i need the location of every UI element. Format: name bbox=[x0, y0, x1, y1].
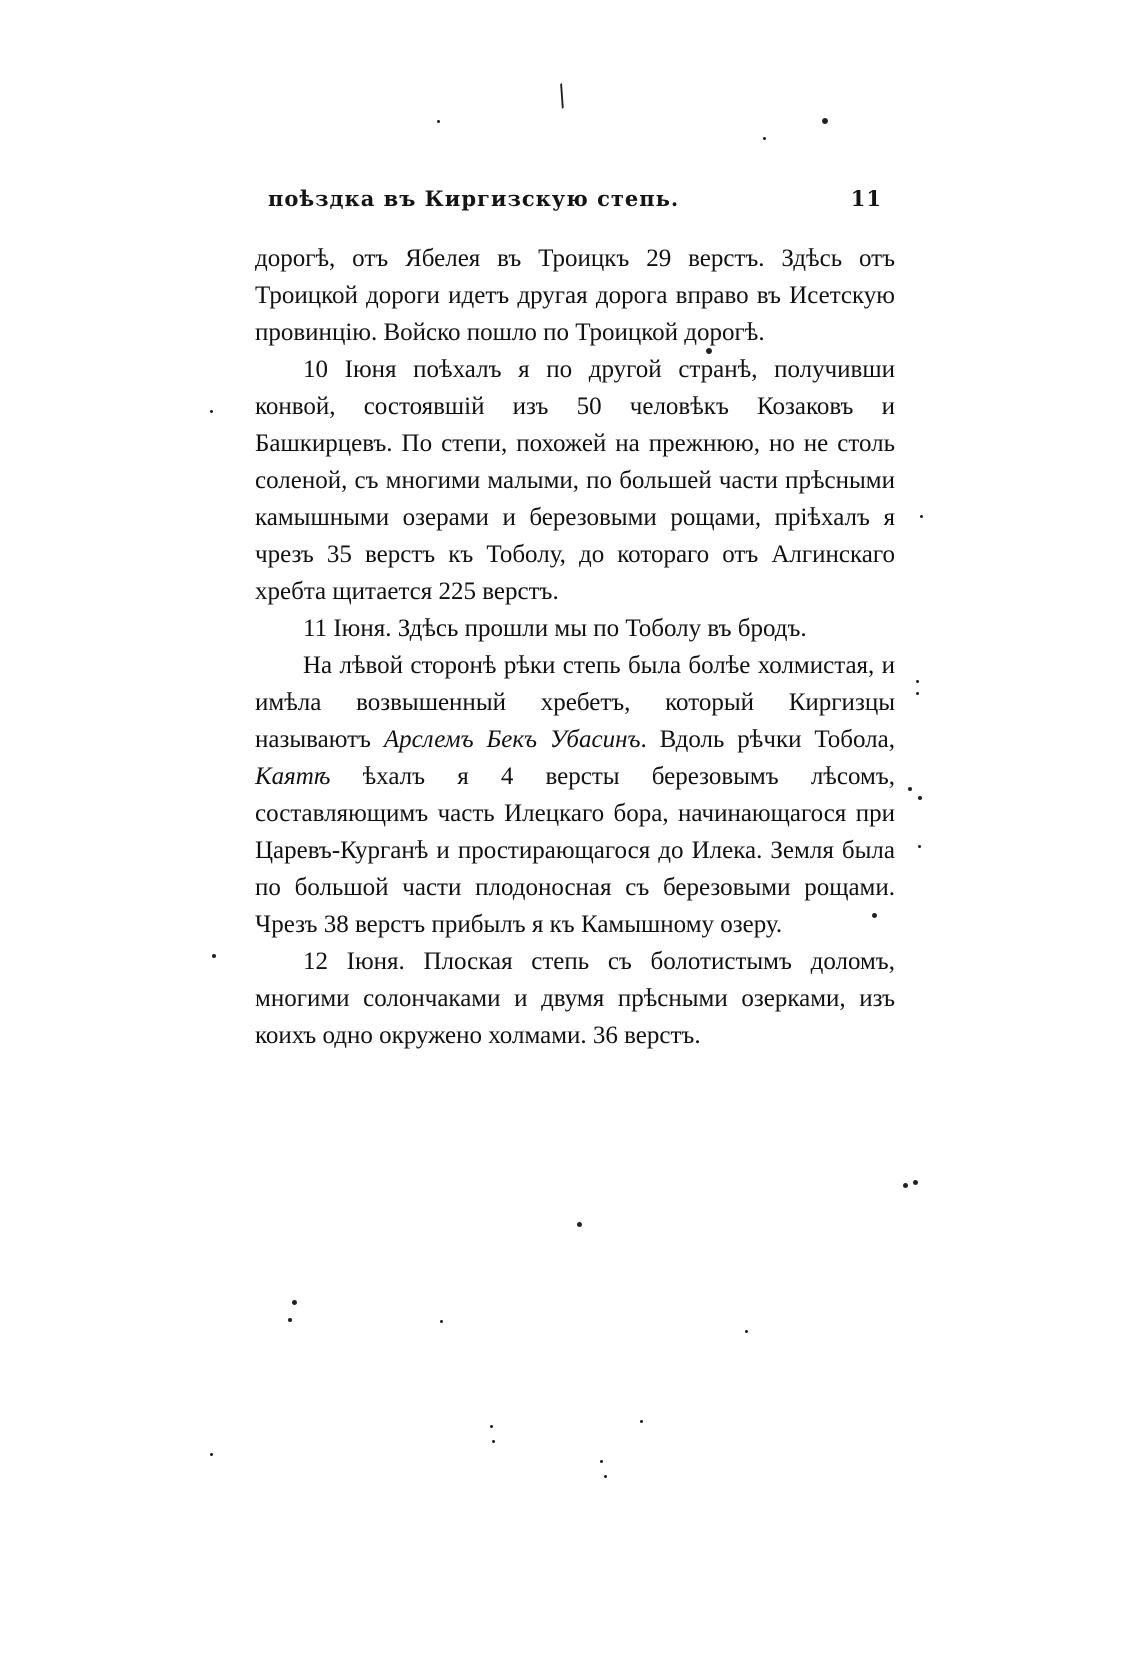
pen-stroke-mark: ⁄ bbox=[550, 81, 574, 112]
scan-speck bbox=[916, 680, 919, 683]
paragraph-text: 10 Іюня поѣхалъ я по другой странѣ, получивши конвой, состоявшій изъ 50 человѣкъ Козаковъ и Башкирцевъ. По степи, похожей на прежнюю, но не столь соленой, съ многими малыми, по большей части прѣсными камышными озерами и березовыми рощами, пріѣхалъ я чрезъ 35 верстъ къ Тоболу, до котораго отъ Алгинскаго хребта щитается 225 верстъ. bbox=[255, 356, 895, 605]
scan-speck bbox=[577, 1222, 582, 1227]
scan-speck bbox=[212, 954, 216, 958]
scan-speck bbox=[913, 1180, 918, 1185]
scan-speck bbox=[872, 913, 877, 918]
paragraph-text: 11 Іюня. Здѣсь прошли мы по Тоболу въ бродъ. bbox=[303, 615, 807, 642]
scan-speck bbox=[920, 515, 923, 518]
scan-speck bbox=[903, 1183, 908, 1188]
paragraph-text: ѣхалъ я 4 версты березовымъ лѣсомъ, составляющимъ часть Илецкаго бора, начинающагося при Царевъ-Курганѣ и простирающагося до Илека. Земля была по большой части плодоносная съ березовыми рощами. Чрезъ 38 верстъ прибылъ я къ Камышному озеру. bbox=[255, 763, 895, 938]
scan-speck bbox=[908, 787, 912, 791]
italic-place-name: Каятѣ bbox=[255, 763, 331, 790]
scan-speck bbox=[440, 1320, 443, 1323]
scan-speck bbox=[288, 1318, 292, 1322]
scan-speck bbox=[640, 1420, 643, 1423]
scan-speck bbox=[210, 1453, 213, 1456]
scan-speck bbox=[604, 1475, 607, 1478]
italic-place-name: Арслемъ Бекъ Убасинъ bbox=[383, 726, 641, 753]
scan-speck bbox=[437, 120, 440, 123]
scan-speck bbox=[210, 410, 213, 413]
scan-speck bbox=[918, 845, 921, 848]
paragraph-text: 12 Іюня. Плоская степь съ болотистымъ доломъ, многими солончаками и двумя прѣсными озерками, изъ коихъ одно окружено холмами. 36 верстъ. bbox=[255, 948, 895, 1049]
paragraph-june-12 bbox=[255, 943, 895, 1054]
running-head-title: поѣздка въ Киргизскую степь. bbox=[268, 186, 680, 211]
paragraph-left-bank bbox=[255, 647, 895, 943]
paragraph-june-10 bbox=[255, 351, 895, 610]
paragraph-june-11 bbox=[255, 610, 895, 647]
scan-speck bbox=[490, 1425, 493, 1428]
paragraph-continuation bbox=[255, 240, 895, 351]
scan-speck bbox=[292, 1300, 297, 1305]
scan-speck bbox=[763, 137, 766, 140]
paragraph-text: На лѣвой сторонѣ рѣки степь была болѣе холмистая, и имѣла возвышенный хребетъ, который Киргизцы называютъ bbox=[255, 652, 895, 753]
scan-speck bbox=[492, 1440, 495, 1443]
paragraph-text: . Вдоль рѣчки Тобола, bbox=[640, 726, 895, 753]
page-number: 11 bbox=[850, 186, 882, 211]
scan-speck bbox=[916, 692, 919, 695]
scan-speck bbox=[918, 796, 922, 800]
running-head bbox=[250, 186, 890, 220]
scan-speck bbox=[822, 118, 828, 124]
paragraph-text: дорогѣ, отъ Ябелея въ Троицкъ 29 верстъ. Здѣсь отъ Троицкой дороги идетъ другая дорога вправо въ Исетскую провинцію. Войско пошло по Троицкой дорогѣ. bbox=[255, 245, 895, 346]
body-text bbox=[255, 240, 895, 1054]
scan-speck bbox=[706, 348, 712, 354]
scan-speck bbox=[600, 1460, 603, 1463]
scan-speck bbox=[745, 1330, 748, 1333]
